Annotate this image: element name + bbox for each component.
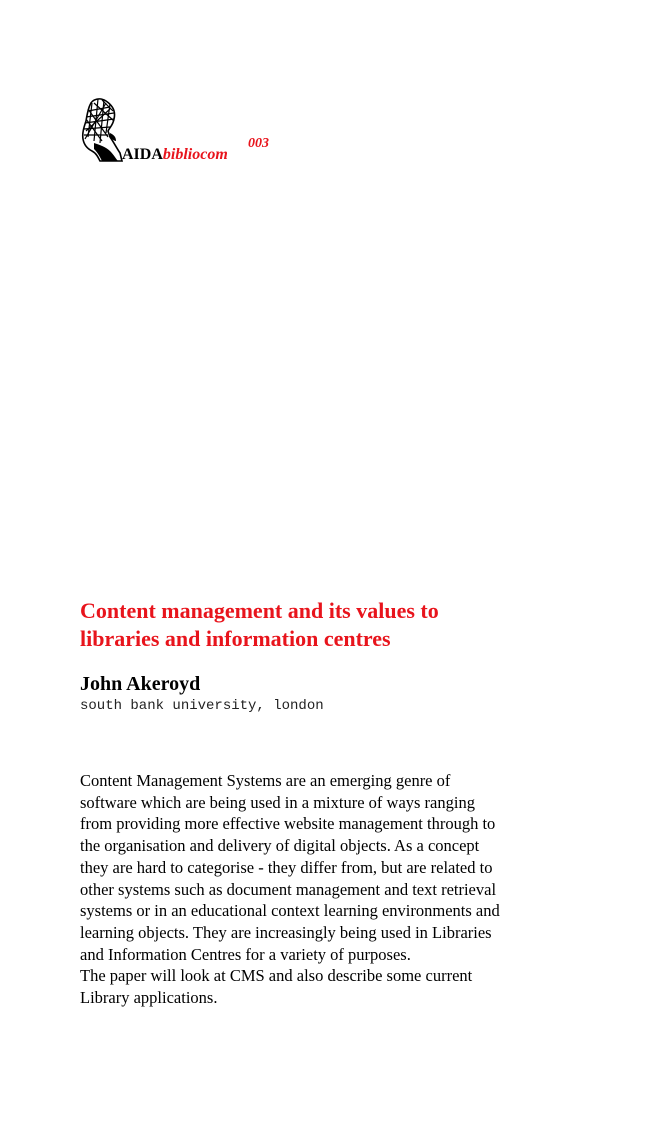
abstract-line: systems or in an educational context learning environments and — [80, 901, 500, 921]
paper-title — [80, 597, 580, 653]
aida-bibliocom-logo — [80, 97, 300, 169]
abstract-line: from providing more effective website management through to — [80, 814, 496, 834]
logo-aida-text: AIDA — [122, 146, 163, 163]
abstract-line: The paper will look at CMS and also describe some current — [80, 966, 473, 986]
abstract-text — [80, 770, 580, 1009]
logo-bibliocom-text: bibliocom — [162, 146, 228, 163]
abstract-line: the organisation and delivery of digital objects. As a concept — [80, 836, 480, 856]
abstract-line: they are hard to categorise - they differ from, but are related to — [80, 857, 493, 877]
abstract-line: learning objects. They are increasingly being used in Libraries — [80, 922, 492, 942]
author-name: John Akeroyd — [80, 673, 201, 695]
abstract-line: software which are being used in a mixture of ways ranging — [80, 792, 475, 812]
title-line-2: libraries and information centres — [80, 626, 391, 651]
logo-issue-number: 003 — [248, 136, 269, 151]
author-affiliation: south bank university, london — [80, 698, 324, 714]
logo-wordmark — [122, 147, 228, 163]
abstract-line: Library applications. — [80, 988, 218, 1008]
title-line-1: Content management and its values to — [80, 598, 439, 623]
abstract-line: and Information Centres for a variety of purposes. — [80, 944, 411, 964]
bust-logo-icon — [80, 97, 124, 163]
abstract-line: other systems such as document management and text retrieval — [80, 879, 497, 899]
abstract-line: Content Management Systems are an emerging genre of — [80, 771, 451, 790]
